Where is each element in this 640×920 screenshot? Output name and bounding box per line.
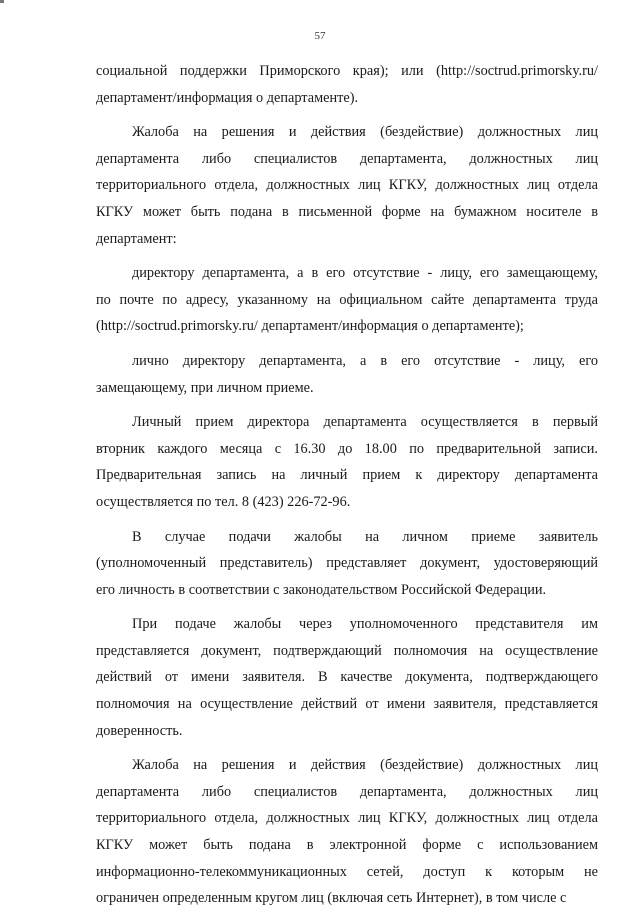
text-line: полномочия на осуществление действий от имени заявителя, представляется <box>96 696 598 713</box>
text-line: Личный прием директора департамента осуществляется в первый <box>132 414 598 431</box>
text-line: директору департамента, а в его отсутствие - лицу, его замещающему, <box>132 265 598 282</box>
page-number: 57 <box>314 30 326 42</box>
text-line: территориального отдела, должностных лиц КГКУ, должностных лиц отдела <box>96 810 598 827</box>
text-line: по почте по адресу, указанному на официальном сайте департамента труда <box>96 291 598 308</box>
text-line: КГКУ может быть подана в письменной форме на бумажном носителе в <box>96 203 598 220</box>
text-line: департамента либо специалистов департамента, должностных лиц <box>96 150 598 167</box>
text-line: осуществляется по тел. 8 (423) 226-72-96. <box>96 493 351 510</box>
text-line: (уполномоченный представитель) представляет документ, удостоверяющий <box>96 555 598 572</box>
paragraph <box>96 611 598 744</box>
paragraph <box>96 524 598 604</box>
text-line: Предварительная запись на личный прием к директору департамента <box>96 467 598 484</box>
text-line: территориального отдела, должностных лиц КГКУ, должностных лиц отдела <box>96 177 598 194</box>
paragraph <box>96 752 598 912</box>
text-line: департамент: <box>96 230 177 247</box>
text-line: доверенность. <box>96 722 183 739</box>
text-line: его личность в соответствии с законодательством Российской Федерации. <box>96 581 547 598</box>
text-line: информационно-телекоммуникационных сетей, доступ к которым не <box>96 863 598 880</box>
text-line: вторник каждого месяца с 16.30 до 18.00 по предварительной записи. <box>96 440 598 457</box>
text-line: Жалоба на решения и действия (бездействие) должностных лиц <box>132 757 598 774</box>
text-line: лично директору департамента, а в его отсутствие - лицу, его <box>132 352 598 369</box>
paragraph <box>96 119 598 252</box>
paragraph <box>96 409 598 515</box>
text-line: департамент/информация о департаменте). <box>96 89 359 106</box>
text-line: В случае подачи жалобы на личном приеме заявитель <box>132 528 598 545</box>
text-line: департамента либо специалистов департамента, должностных лиц <box>96 783 598 800</box>
paragraph <box>96 260 598 340</box>
text-line: замещающему, при личном приеме. <box>96 379 314 396</box>
text-line: (http://soctrud.primorsky.ru/ департамент/информация о департаменте); <box>96 318 524 335</box>
text-line: При подаче жалобы через уполномоченного представителя им <box>132 616 598 633</box>
text-line: социальной поддержки Приморского края); или (http://soctrud.primorsky.ru/ <box>96 63 598 79</box>
paragraph <box>96 58 598 111</box>
text-line: Жалоба на решения и действия (бездействие) должностных лиц <box>132 124 598 141</box>
text-line: действий от имени заявителя. В качестве документа, подтверждающего <box>96 669 598 686</box>
text-line: ограничен определенным кругом лиц (включая сеть Интернет), в том числе с <box>96 890 567 907</box>
text-line: КГКУ может быть подана в электронной форме с использованием <box>96 837 598 854</box>
scan-artifact <box>0 0 4 3</box>
paragraph <box>96 348 598 401</box>
document-body <box>96 58 598 920</box>
text-line: представляется документ, подтверждающий полномочия на осуществление <box>96 642 598 659</box>
